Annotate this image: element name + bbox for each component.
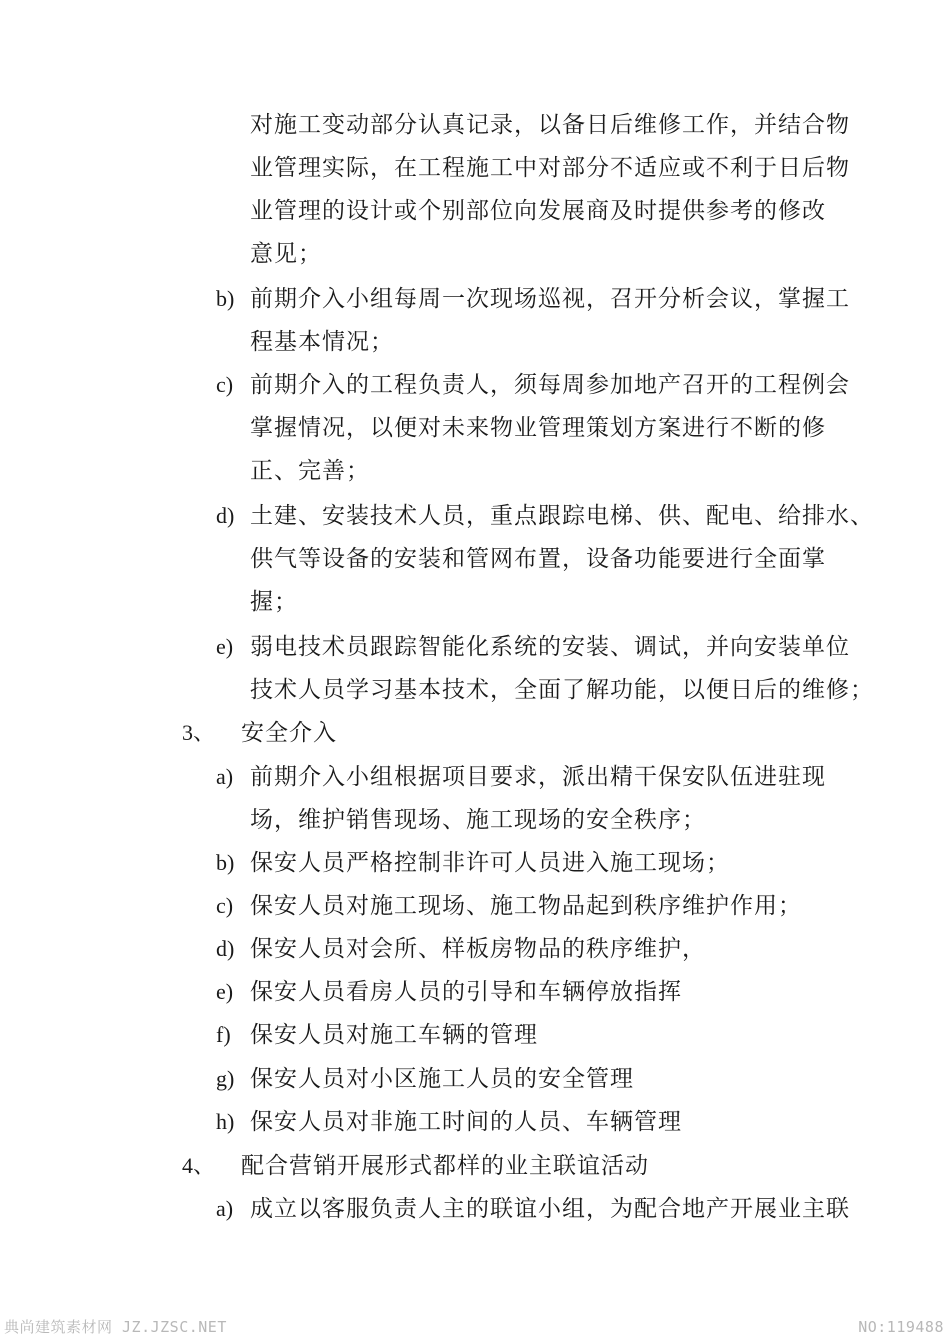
- list-marker: c): [216, 893, 234, 918]
- list-item-line: 保安人员对会所、样板房物品的秩序维护，: [250, 936, 706, 962]
- list-marker: f): [216, 1022, 231, 1047]
- list-item-line: 保安人员对施工现场、施工物品起到秩序维护作用；: [250, 893, 802, 919]
- list-item-line: 保安人员看房人员的引导和车辆停放指挥: [250, 979, 682, 1005]
- list-marker: h): [216, 1109, 235, 1134]
- list-item-line: 场，维护销售现场、施工现场的安全秩序；: [250, 807, 706, 833]
- list-marker: e): [216, 634, 234, 659]
- list-item-line: 弱电技术员跟踪智能化系统的安装、调试，并向安装单位: [250, 634, 850, 660]
- section-number: 3、: [182, 720, 216, 745]
- list-marker: e): [216, 979, 234, 1004]
- list-item-line: 正、完善；: [250, 458, 370, 484]
- list-marker: c): [216, 372, 234, 397]
- list-item-line: 握；: [250, 589, 298, 615]
- list-item-line: 保安人员对施工车辆的管理: [250, 1022, 538, 1048]
- list-item-line: 技术人员学习基本技术，全面了解功能，以便日后的维修；: [250, 677, 874, 703]
- list-marker: b): [216, 850, 235, 875]
- list-item-line: 前期介入的工程负责人，须每周参加地产召开的工程例会: [250, 372, 850, 398]
- list-item-line: 成立以客服负责人主的联谊小组，为配合地产开展业主联: [250, 1196, 850, 1222]
- list-item-line: 保安人员严格控制非许可人员进入施工现场；: [250, 850, 730, 876]
- list-marker: d): [216, 936, 235, 961]
- paragraph-line: 业管理的设计或个别部位向发展商及时提供参考的修改: [250, 198, 826, 224]
- list-item-line: 保安人员对小区施工人员的安全管理: [250, 1066, 634, 1092]
- list-item-line: 土建、安装技术人员，重点跟踪电梯、供、配电、给排水、: [250, 503, 874, 529]
- list-item-line: 掌握情况，以便对未来物业管理策划方案进行不断的修: [250, 415, 826, 441]
- section-title: 安全介入: [241, 720, 337, 746]
- paragraph-line: 对施工变动部分认真记录，以备日后维修工作，并结合物: [250, 112, 850, 138]
- list-marker: b): [216, 286, 235, 311]
- list-item-line: 保安人员对非施工时间的人员、车辆管理: [250, 1109, 682, 1135]
- list-item-line: 前期介入小组每周一次现场巡视，召开分析会议，掌握工: [250, 286, 850, 312]
- list-item-line: 程基本情况；: [250, 329, 394, 355]
- section-title: 配合营销开展形式都样的业主联谊活动: [241, 1153, 649, 1179]
- list-item-line: 供气等设备的安装和管网布置，设备功能要进行全面掌: [250, 546, 826, 572]
- watermark-number-text: NO:119488: [858, 1318, 944, 1336]
- paragraph-line: 意见；: [250, 241, 322, 267]
- list-marker: d): [216, 503, 235, 528]
- list-marker: a): [216, 764, 234, 789]
- watermark-site-text: 典尚建筑素材网 JZ.JZSC.NET: [4, 1318, 227, 1336]
- section-number: 4、: [182, 1153, 216, 1178]
- list-item-line: 前期介入小组根据项目要求，派出精干保安队伍进驻现: [250, 764, 826, 790]
- list-marker: g): [216, 1066, 235, 1091]
- list-marker: a): [216, 1196, 234, 1221]
- paragraph-line: 业管理实际，在工程施工中对部分不适应或不利于日后物: [250, 155, 850, 181]
